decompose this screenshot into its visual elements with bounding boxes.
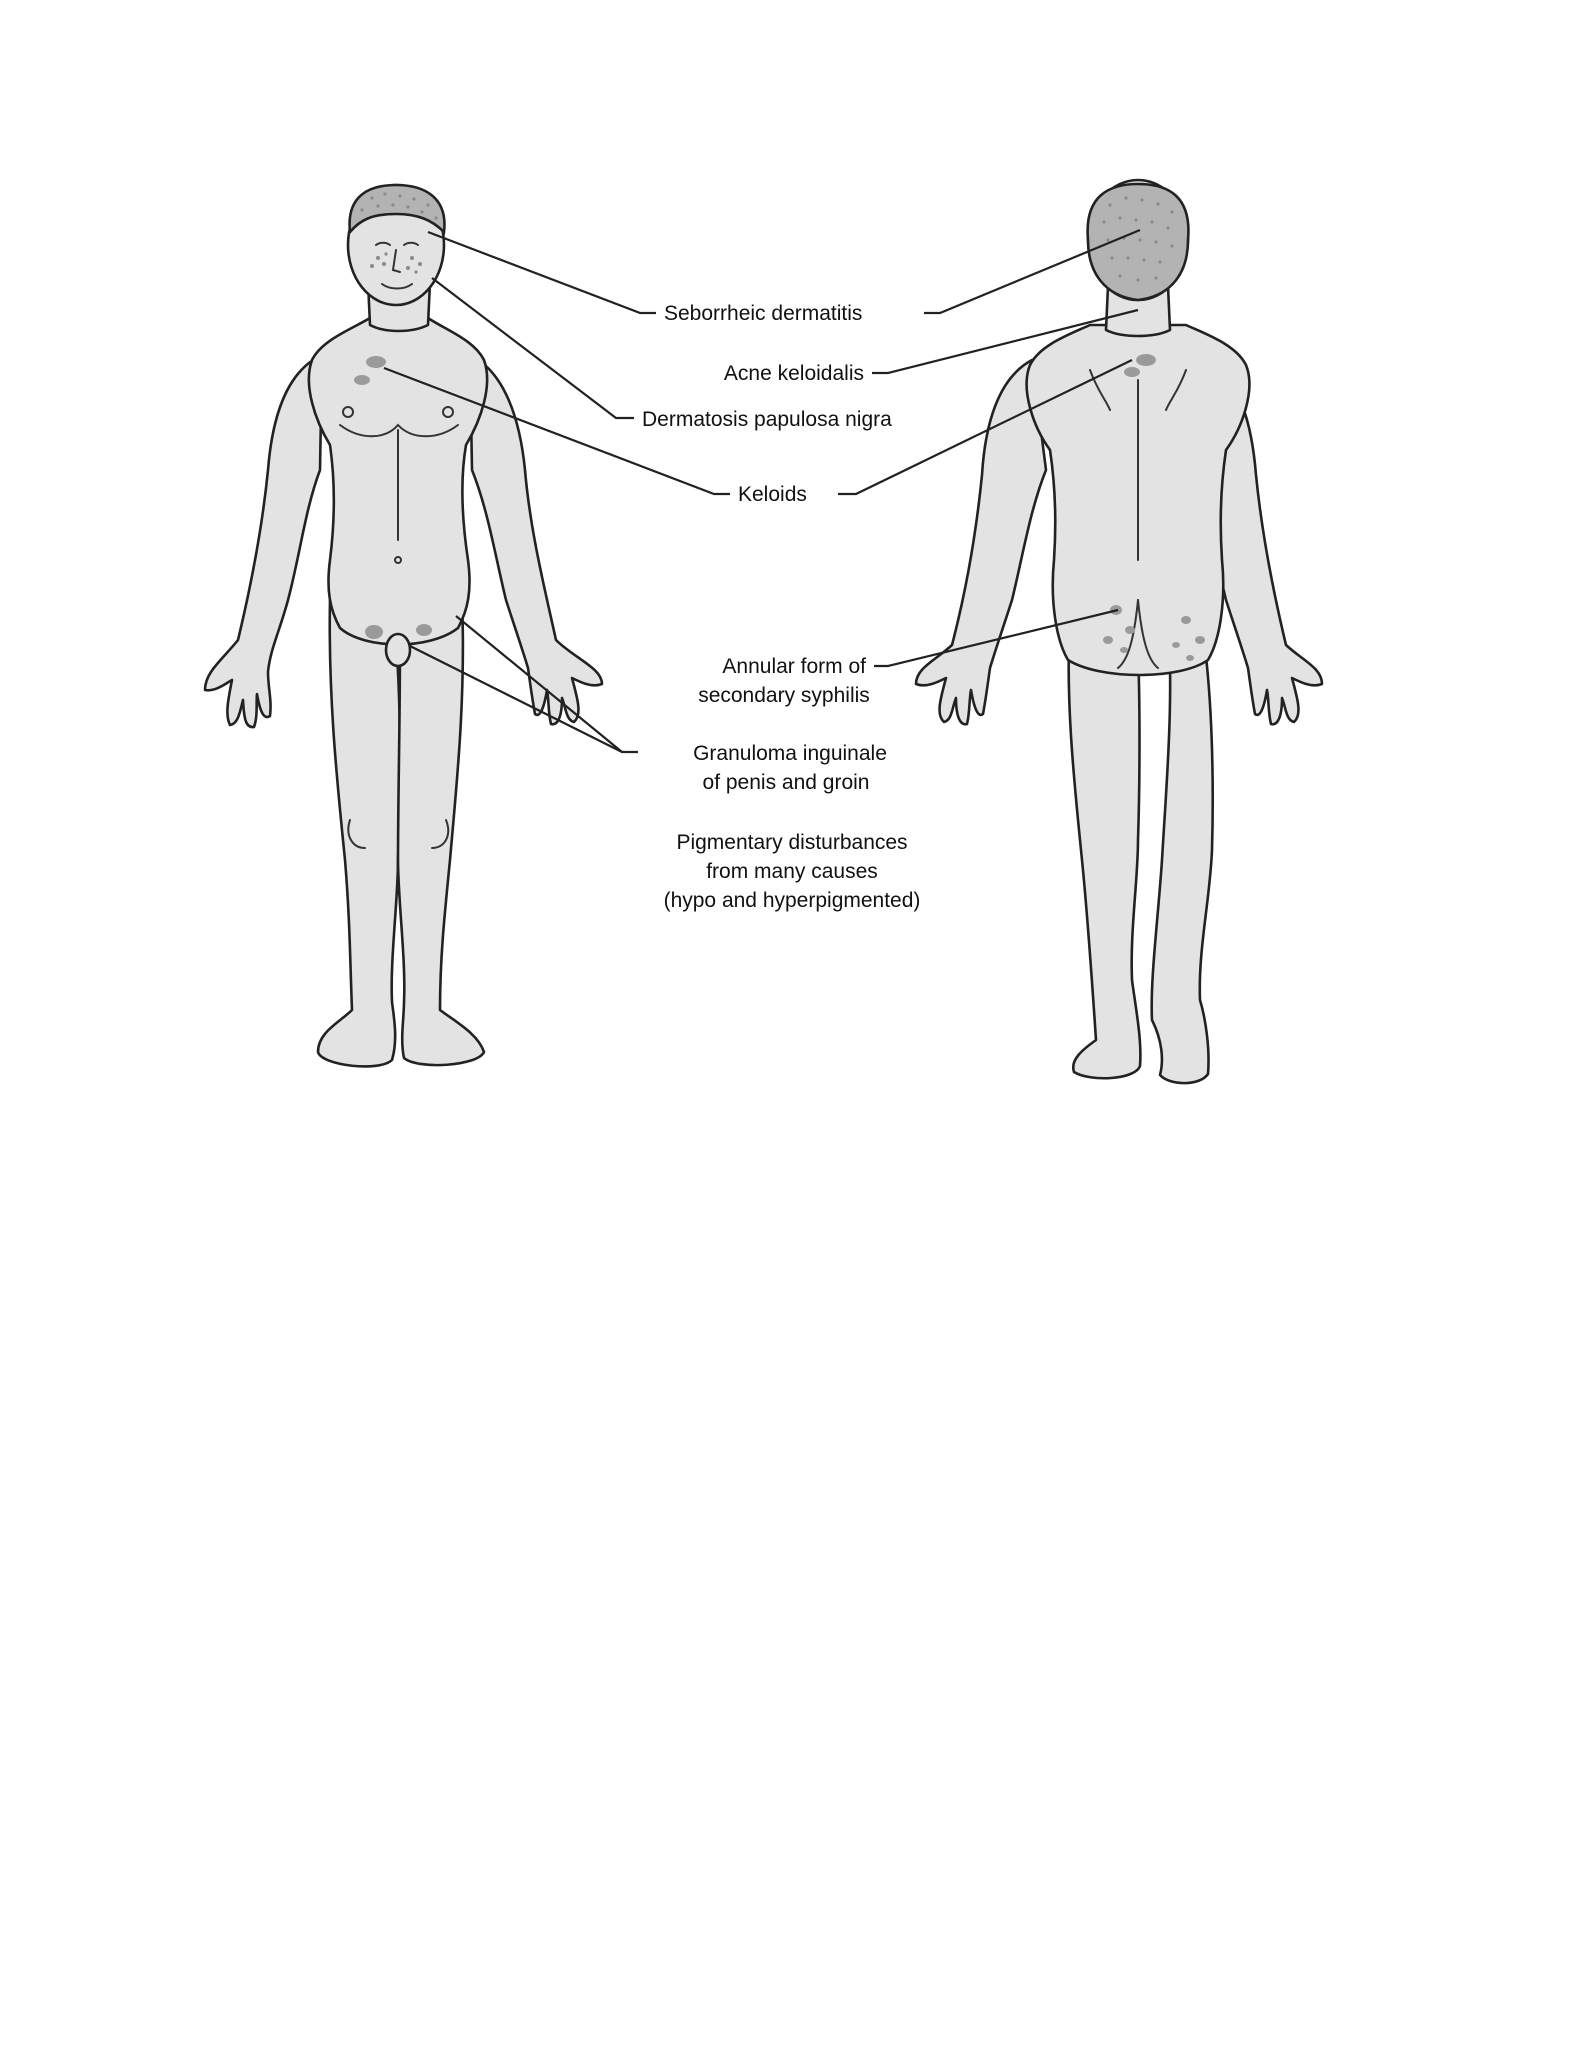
label-dermatosis-papulosa-nigra: Dermatosis papulosa nigra [642, 408, 892, 431]
label-annular-syphilis-line1: Annular form of [722, 655, 866, 678]
label-seborrheic-dermatitis: Seborrheic dermatitis [664, 302, 863, 325]
label-granuloma-line2: of penis and groin [702, 771, 870, 794]
label-annular-syphilis-line2: secondary syphilis [698, 684, 870, 707]
front-body-figure [205, 185, 602, 1066]
label-pigmentary-line1: Pigmentary disturbances [676, 831, 908, 854]
label-acne-keloidalis: Acne keloidalis [723, 362, 864, 385]
diagram-labels [642, 302, 920, 912]
label-keloids: Keloids [738, 483, 807, 506]
label-pigmentary-line3: (hypo and hyperpigmented) [663, 889, 921, 912]
label-pigmentary-line2: from many causes [706, 860, 878, 883]
label-granuloma-line1: Granuloma inguinale [693, 742, 887, 765]
